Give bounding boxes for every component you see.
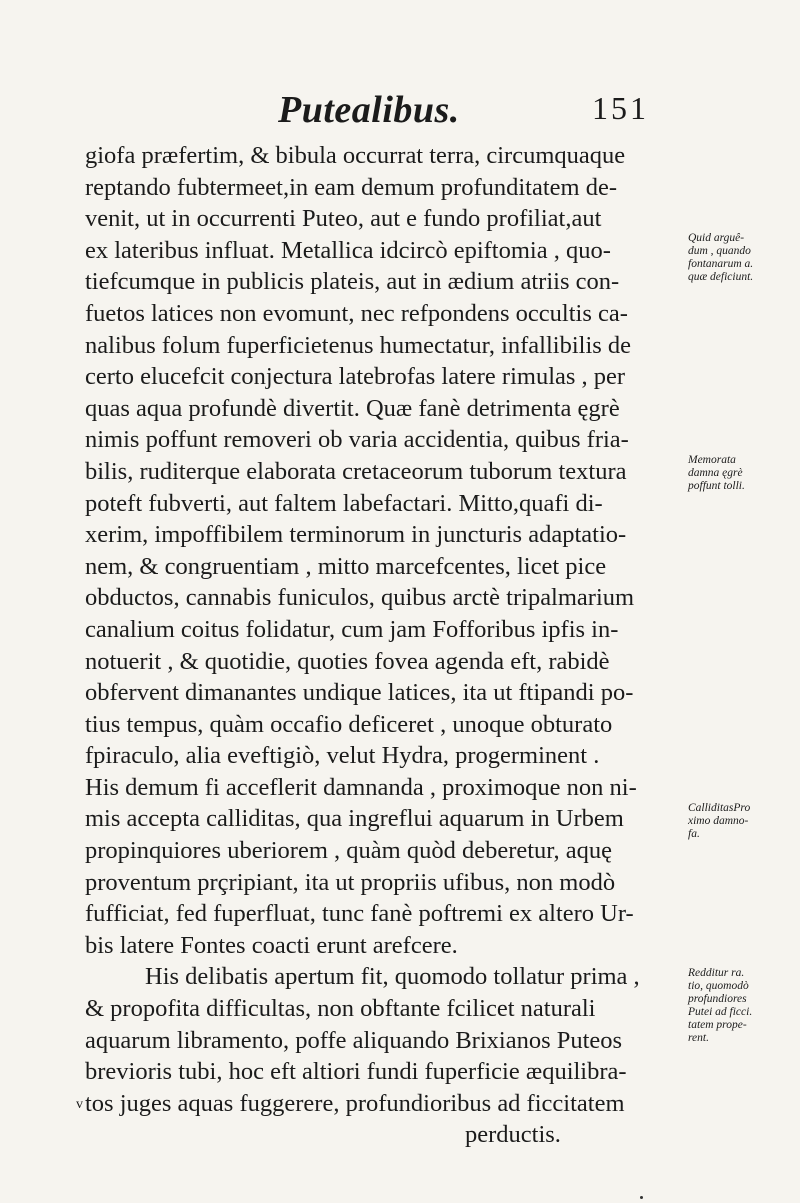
text-line: brevioris tubi, hoc eft altiori fundi fuperficie æquilibra- bbox=[85, 1058, 627, 1086]
margin-note bbox=[688, 967, 800, 1045]
text-line: giofa præfertim, & bibula occurrat terra, circumquaque bbox=[85, 142, 626, 169]
margin-note-line: fa. bbox=[688, 828, 700, 840]
margin-note-line: ximo damno- bbox=[688, 815, 749, 827]
margin-note-line: profundiores bbox=[688, 993, 747, 1005]
margin-note bbox=[688, 454, 800, 493]
text-line: perductis. bbox=[465, 1121, 561, 1149]
margin-note-line: tatem prope- bbox=[688, 1019, 747, 1031]
text-line: tos juges aquas fuggerere, profundioribus ad ficcitatem bbox=[85, 1089, 625, 1117]
page-header bbox=[0, 88, 800, 131]
margin-note-line: damna ęgrè bbox=[688, 467, 743, 479]
margin-note bbox=[688, 802, 800, 841]
margin-note-line: Memorata bbox=[688, 454, 736, 466]
text-line: venit, ut in occurrenti Puteo, aut e fundo profiliat,aut bbox=[85, 205, 602, 233]
text-line: canalium coitus folidatur, cum jam Fofforibus ipfis in- bbox=[85, 615, 619, 643]
text-line: nem, & congruentiam , mitto marcefcentes, licet pice bbox=[85, 552, 607, 580]
stray-mark: v bbox=[76, 1097, 83, 1112]
text-line: & propofita difficultas, non obftante fcilicet naturali bbox=[85, 995, 596, 1023]
text-line: fpiraculo, alia eveftigiò, velut Hydra, progerminent . bbox=[85, 742, 600, 770]
text-line: proventum prçripiant, ita ut propriis ufibus, non modò bbox=[85, 868, 616, 896]
text-line: His demum fi acceflerit damnanda , proximoque non ni- bbox=[85, 773, 637, 801]
margin-note-line: Quid arguê- bbox=[688, 232, 745, 244]
margin-note-line: tio, quomodò bbox=[688, 980, 749, 992]
text-line: His delibatis apertum fit, quomodo tollatur prima , bbox=[145, 963, 640, 991]
text-line: poteft fubverti, aut faltem labefactari. Mitto,quafi di- bbox=[85, 489, 603, 517]
text-line: ex lateribus influat. Metallica idcircò epiftomia , quo- bbox=[85, 236, 611, 264]
margin-note-line: quæ deficiunt. bbox=[688, 271, 754, 283]
page-number: 151 bbox=[592, 90, 649, 126]
text-line: tiefcumque in publicis plateis, aut in ædium atriis con- bbox=[85, 268, 620, 296]
margin-note-line: rent. bbox=[688, 1032, 709, 1044]
ink-speck bbox=[640, 1196, 643, 1199]
text-line: nalibus folum fuperficietenus humectatur, infallibilis de bbox=[85, 331, 632, 359]
text-line: fuetos latices non evomunt, nec refpondens occultis ca- bbox=[85, 299, 628, 327]
text-line: reptando fubtermeet,in eam demum profunditatem de- bbox=[85, 173, 618, 201]
margin-note-line: dum , quando bbox=[688, 245, 751, 257]
text-line: bilis, ruditerque elaborata cretaceorum tuborum textura bbox=[85, 457, 627, 485]
text-line: certo elucefcit conjectura latebrofas latere rimulas , per bbox=[85, 363, 626, 391]
text-line: propinquiores uberiorem , quàm quòd deberetur, aquę bbox=[85, 837, 612, 865]
text-line: nimis poffunt removeri ob varia accidentia, quibus fria- bbox=[85, 426, 629, 454]
text-line: quas aqua profundè divertit. Quæ fanè detrimenta ęgrè bbox=[85, 394, 620, 422]
margin-note-line: fontanarum a. bbox=[688, 258, 754, 270]
margin-note-line: Redditur ra. bbox=[688, 967, 745, 979]
text-line: notuerit , & quotidie, quoties fovea agenda eft, rabidè bbox=[85, 647, 610, 675]
text-line: obductos, cannabis funiculos, quibus arctè tripalmarium bbox=[85, 584, 635, 612]
margin-note-line: Putei ad ficci. bbox=[688, 1006, 753, 1018]
text-line: obfervent dimanantes undique latices, ita ut ftipandi po- bbox=[85, 679, 634, 707]
margin-note-line: CalliditasPro bbox=[688, 802, 751, 814]
text-line: bis latere Fontes coacti erunt arefcere. bbox=[85, 931, 458, 959]
margin-note-line: poffunt tolli. bbox=[688, 480, 745, 492]
body-text bbox=[85, 140, 685, 1151]
text-line: xerim, impoffibilem terminorum in juncturis adaptatio- bbox=[85, 521, 627, 549]
margin-note bbox=[688, 232, 800, 284]
running-title: Putealibus. bbox=[278, 89, 460, 131]
text-line: fufficiat, fed fuperfluat, tunc fanè poftremi ex altero Ur- bbox=[85, 900, 634, 928]
text-line: aquarum libramento, poffe aliquando Brixianos Puteos bbox=[85, 1026, 623, 1054]
text-line: mis accepta calliditas, qua ingreflui aquarum in Urbem bbox=[85, 805, 624, 833]
text-line: tius tempus, quàm occafio deficeret , unoque obturato bbox=[85, 710, 613, 738]
